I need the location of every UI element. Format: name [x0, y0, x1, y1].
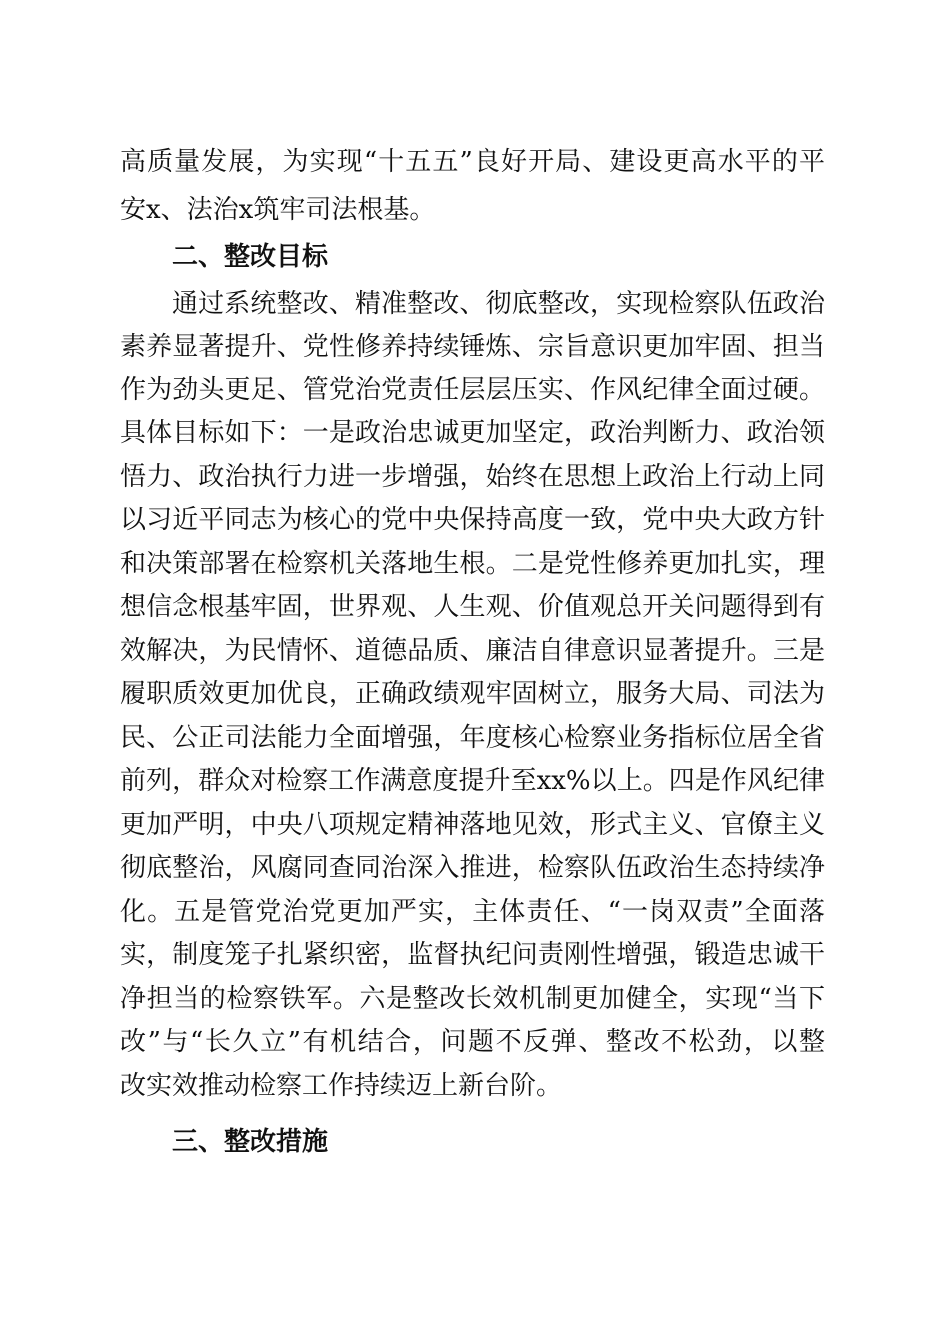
- paragraph-line: 实，制度笼子扎紧织密，监督执纪问责刚性增强，锻造忠诚干: [120, 940, 825, 970]
- paragraph-line: 效解决，为民情怀、道德品质、廉洁自律意识显著提升。三是: [120, 636, 825, 666]
- paragraph-line: 高质量发展，为实现“十五五”良好开局、建设更高水平的平: [120, 147, 825, 177]
- section-heading-goals: 二、整改目标: [172, 242, 329, 272]
- paragraph-line: 悟力、政治执行力进一步增强，始终在思想上政治上行动上同: [120, 462, 825, 492]
- section-heading-measures: 三、整改措施: [172, 1127, 329, 1157]
- paragraph-line: 改”与“长久立”有机结合，问题不反弹、整改不松劲，以整: [120, 1027, 825, 1057]
- paragraph-line: 净担当的检察铁军。六是整改长效机制更加健全，实现“当下: [120, 984, 825, 1014]
- paragraph-line: 履职质效更加优良，正确政绩观牢固树立，服务大局、司法为: [120, 679, 825, 709]
- paragraph-line: 和决策部署在检察机关落地生根。二是党性修养更加扎实，理: [120, 549, 825, 579]
- paragraph-line: 想信念根基牢固，世界观、人生观、价值观总开关问题得到有: [120, 592, 825, 622]
- paragraph-line: 民、公正司法能力全面增强，年度核心检察业务指标位居全省: [120, 723, 825, 753]
- paragraph-line: 素养显著提升、党性修养持续锤炼、宗旨意识更加牢固、担当: [120, 332, 825, 362]
- paragraph-line: 具体目标如下：一是政治忠诚更加坚定，政治判断力、政治领: [120, 418, 825, 448]
- paragraph-line: 前列，群众对检察工作满意度提升至xx%以上。四是作风纪律: [120, 766, 825, 796]
- paragraph-line: 以习近平同志为核心的党中央保持高度一致，党中央大政方针: [120, 505, 825, 535]
- paragraph-line: 化。五是管党治党更加严实，主体责任、“一岗双责”全面落: [120, 897, 825, 927]
- paragraph-line: 彻底整治，风腐同查同治深入推进，检察队伍政治生态持续净: [120, 853, 825, 883]
- paragraph-line: 更加严明，中央八项规定精神落地见效，形式主义、官僚主义: [120, 810, 825, 840]
- paragraph-line: 改实效推动检察工作持续迈上新台阶。: [120, 1071, 563, 1101]
- paragraph-line: 安x、法治x筑牢司法根基。: [120, 195, 436, 225]
- paragraph-line: 通过系统整改、精准整改、彻底整改，实现检察队伍政治: [172, 289, 825, 319]
- paragraph-line: 作为劲头更足、管党治党责任层层压实、作风纪律全面过硬。: [120, 375, 825, 405]
